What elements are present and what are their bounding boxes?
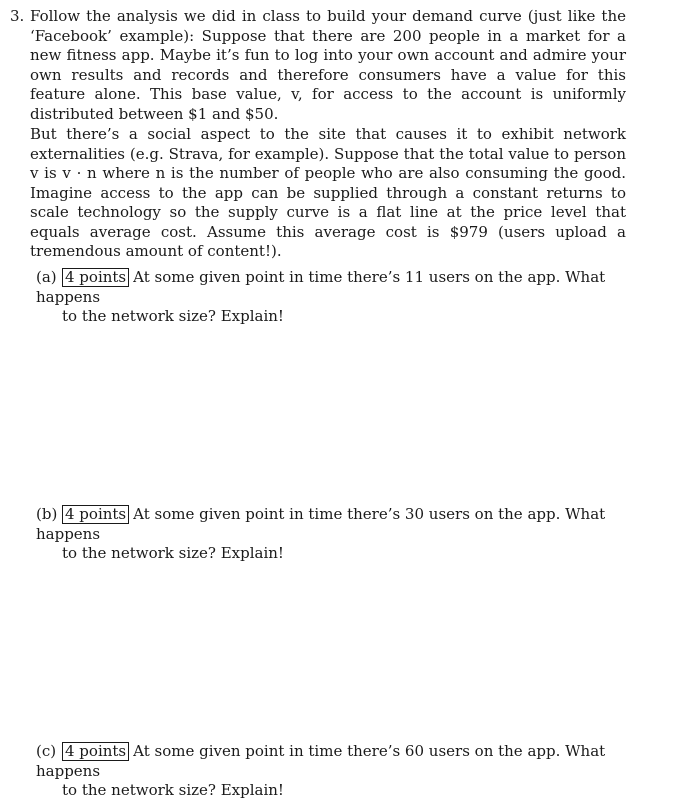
part-b: [36, 505, 626, 564]
question-number: 3.: [10, 7, 25, 25]
part-label: (c): [36, 742, 57, 760]
part-text-line1: At some given point in time there’s 30 users on the app. What happens: [36, 505, 606, 543]
question-intro-paragraph: Follow the analysis we did in class to build your demand curve (just like the ‘Facebook’ example): Suppose that there are 200 people in a market for a new fitness app. Maybe it’s fun to log into your own account and admire your own results and records and therefore consumers have a value for this feature alone. This base value, v, for access to the account is uniformly distributed between $1 and $50.: [30, 7, 626, 123]
points-badge: 4 points: [62, 505, 129, 524]
part-text-line2: to the network size? Explain!: [62, 307, 284, 325]
part-c: [36, 742, 626, 801]
part-text-line2: to the network size? Explain!: [62, 544, 284, 562]
question-network-paragraph: But there’s a social aspect to the site that causes it to exhibit network externalities (e.g. Strava, for example). Suppose that the total value to person v is v · n where n is the number of people who are also consuming the good. Imagine access to the app can be supplied through a constant returns to scale technology so the supply curve is a flat line at the price level that equals average cost. Assume this average cost is $979 (users upload a tremendous amount of content!).: [30, 125, 626, 260]
points-badge: 4 points: [62, 268, 129, 287]
part-text-line2: to the network size? Explain!: [62, 781, 284, 799]
part-label: (a): [36, 268, 57, 286]
part-text-line1: At some given point in time there’s 11 users on the app. What happens: [36, 268, 606, 306]
part-a: [36, 268, 626, 327]
part-label: (b): [36, 505, 58, 523]
points-badge: 4 points: [62, 742, 129, 761]
part-text-line1: At some given point in time there’s 60 users on the app. What happens: [36, 742, 606, 780]
